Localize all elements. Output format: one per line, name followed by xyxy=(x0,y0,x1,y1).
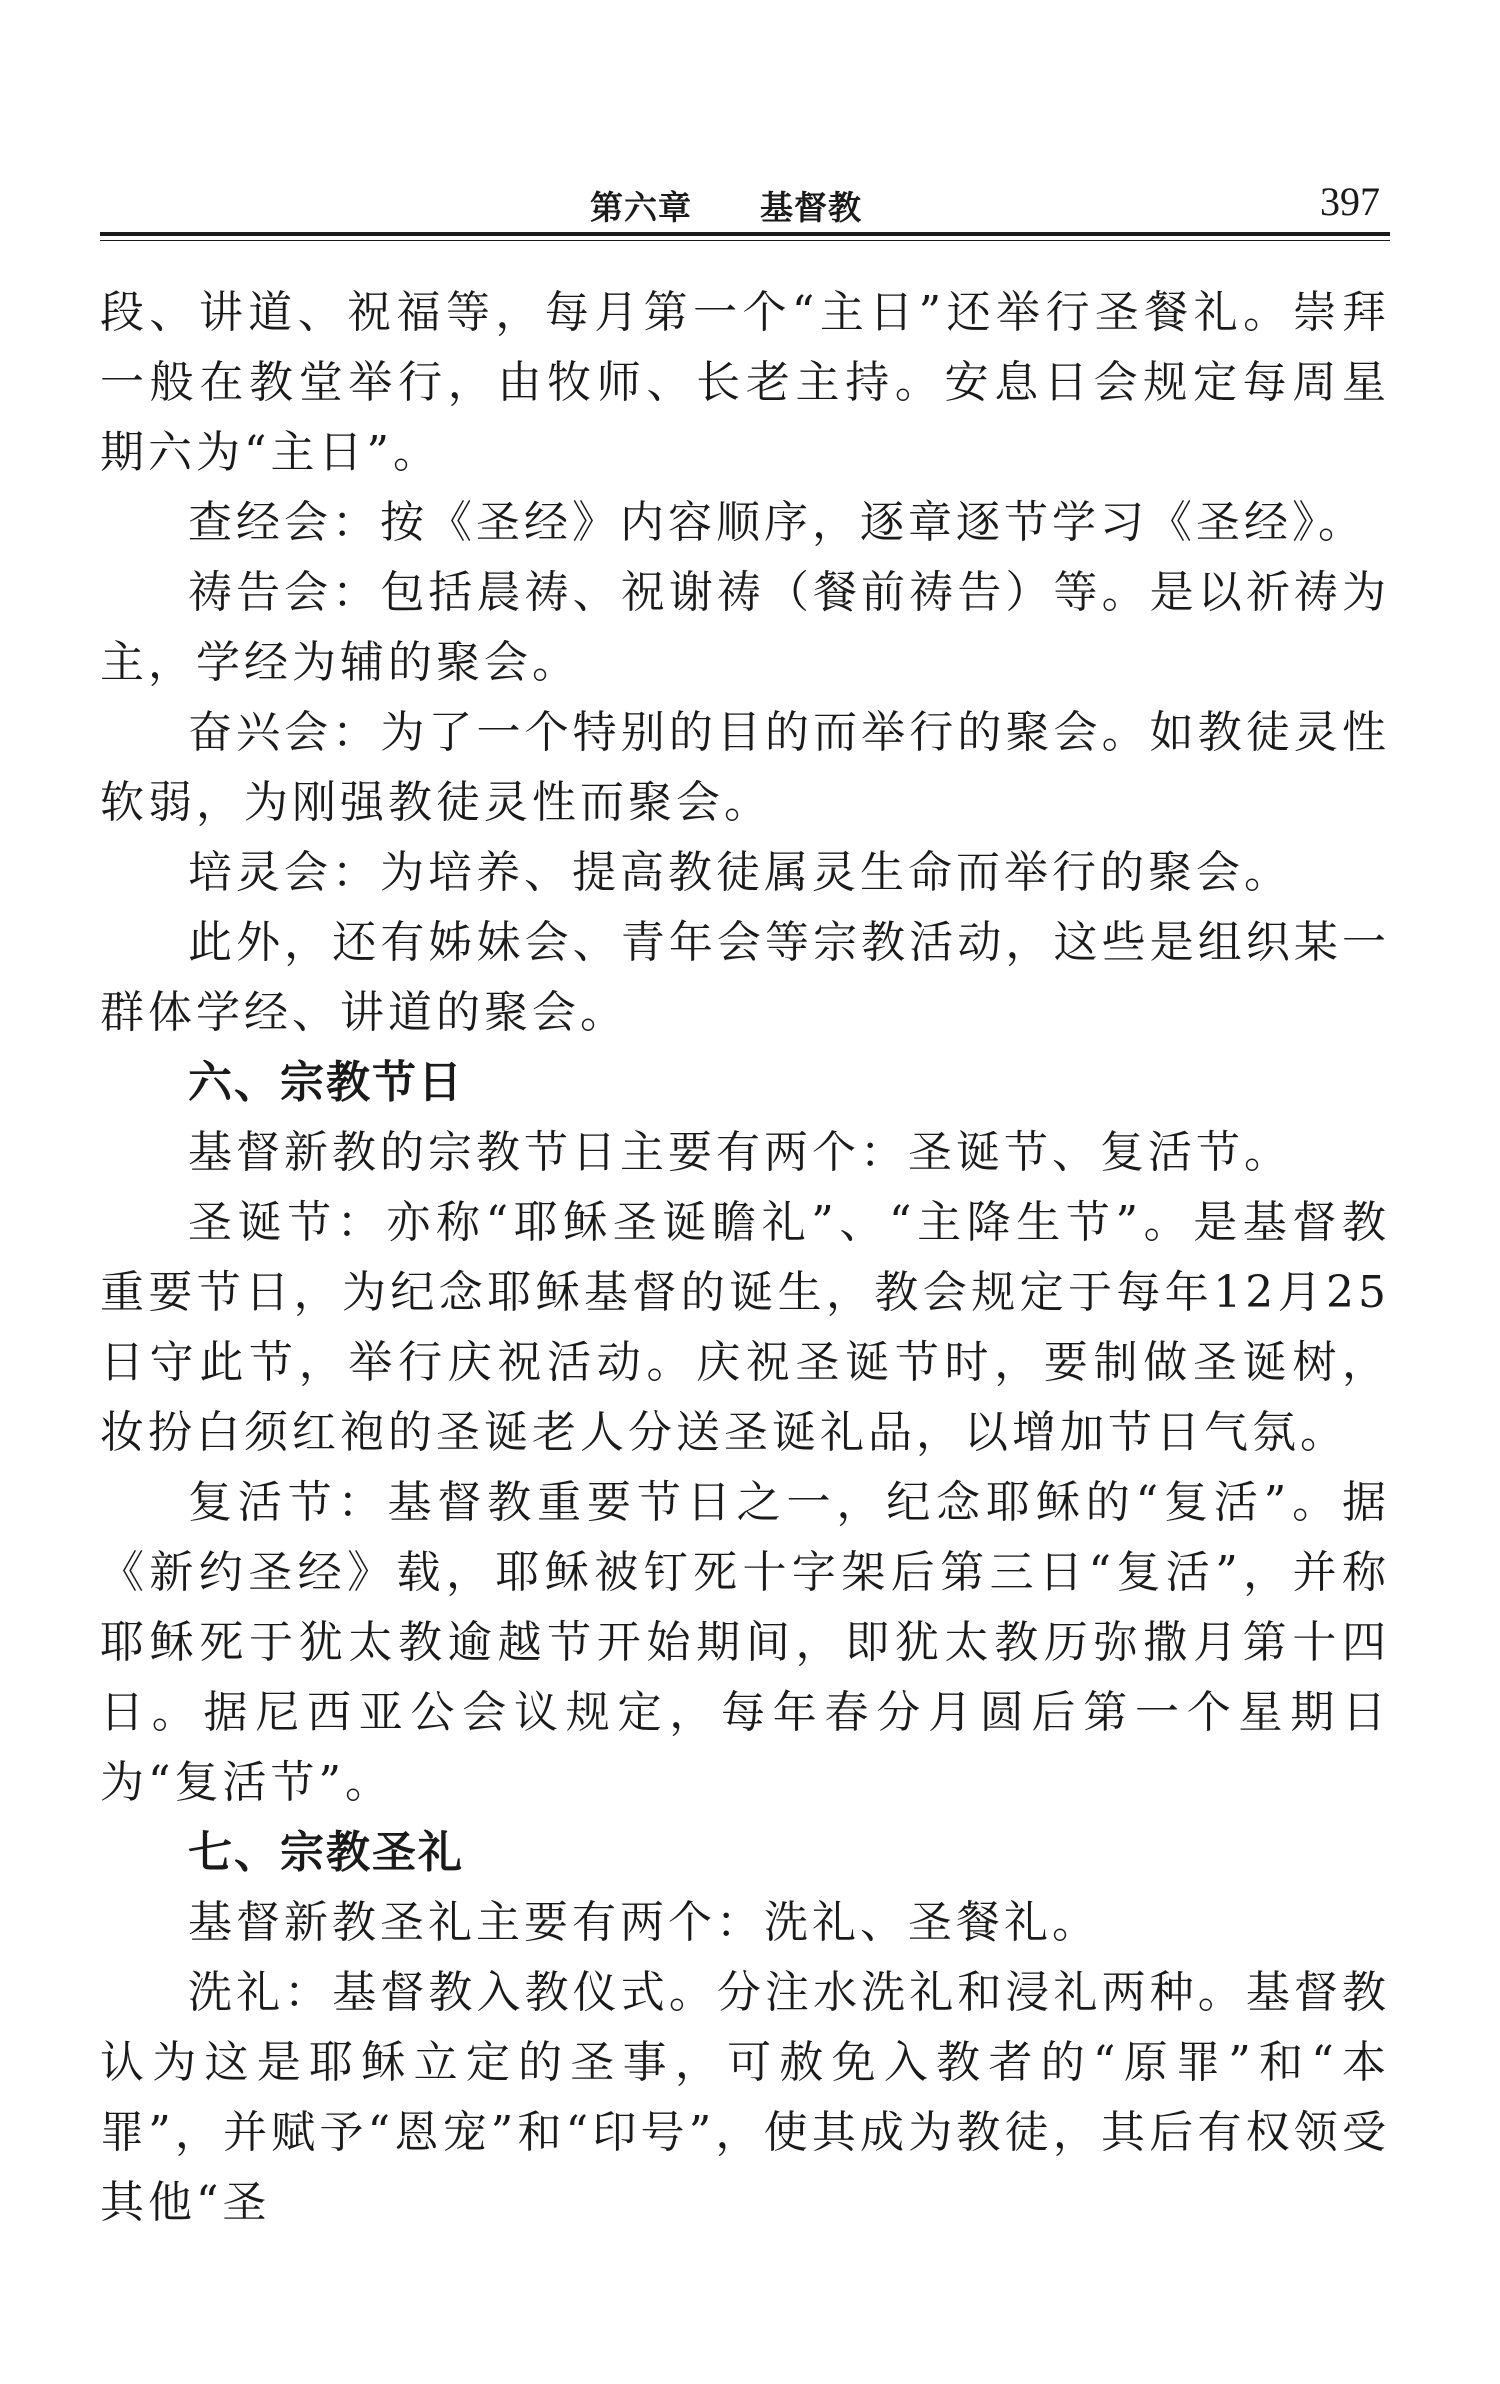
paragraph: 基督新教的宗教节日主要有两个：圣诞节、复活节。 xyxy=(188,1127,1292,1178)
paragraph: 复活节：基督教重要节日之一，纪念耶稣的“复活”。据《新约圣经》载，耶稣被钉死十字架后第三日“复活”，并称耶稣死于犹太教逾越节开始期间，即犹太教历弥撒月第十四日。据尼西亚公会议规定，每年春分月圆后第一个星期日为“复活节”。 xyxy=(100,1477,1390,1808)
header-rule-thick xyxy=(100,232,1390,236)
page-number: 397 xyxy=(1320,179,1380,224)
page-body xyxy=(100,278,1390,2238)
paragraph: 奋兴会：为了一个特别的目的而举行的聚会。如教徒灵性软弱，为刚强教徒灵性而聚会。 xyxy=(100,707,1390,828)
paragraph: 洗礼：基督教入教仪式。分注水洗礼和浸礼两种。基督教认为这是耶稣立定的圣事，可赦免入教者的“原罪”和“本罪”，并赋予“恩宠”和“印号”，使其成为教徒，其后有权领受其他“圣 xyxy=(100,1967,1390,2228)
section-heading: 六、宗教节日 xyxy=(188,1057,464,1108)
header-rule-thin xyxy=(100,240,1390,241)
paragraph: 查经会：按《圣经》内容顺序，逐章逐节学习《圣经》。 xyxy=(188,497,1366,548)
chapter-label: 第六章 xyxy=(590,188,692,227)
paragraph: 段、讲道、祝福等，每月第一个“主日”还举行圣餐礼。崇拜一般在教堂举行，由牧师、长老主持。安息日会规定每周星期六为“主日”。 xyxy=(100,287,1390,478)
paragraph: 祷告会：包括晨祷、祝谢祷（餐前祷告）等。是以祈祷为主，学经为辅的聚会。 xyxy=(100,567,1390,688)
running-header xyxy=(100,168,1390,228)
paragraph: 此外，还有姊妹会、青年会等宗教活动，这些是组织某一群体学经、讲道的聚会。 xyxy=(100,917,1390,1038)
paragraph: 圣诞节：亦称“耶稣圣诞瞻礼”、“主降生节”。是基督教重要节日，为纪念耶稣基督的诞生，教会规定于每年12月25日守此节，举行庆祝活动。庆祝圣诞节时，要制做圣诞树，妆扮白须红袍的圣诞老人分送圣诞礼品，以增加节日气氛。 xyxy=(100,1197,1390,1458)
chapter-title: 基督教 xyxy=(760,188,862,227)
paragraph: 基督新教圣礼主要有两个：洗礼、圣餐礼。 xyxy=(188,1897,1100,1948)
section-heading: 七、宗教圣礼 xyxy=(188,1827,464,1878)
paragraph: 培灵会：为培养、提高教徒属灵生命而举行的聚会。 xyxy=(188,847,1292,898)
